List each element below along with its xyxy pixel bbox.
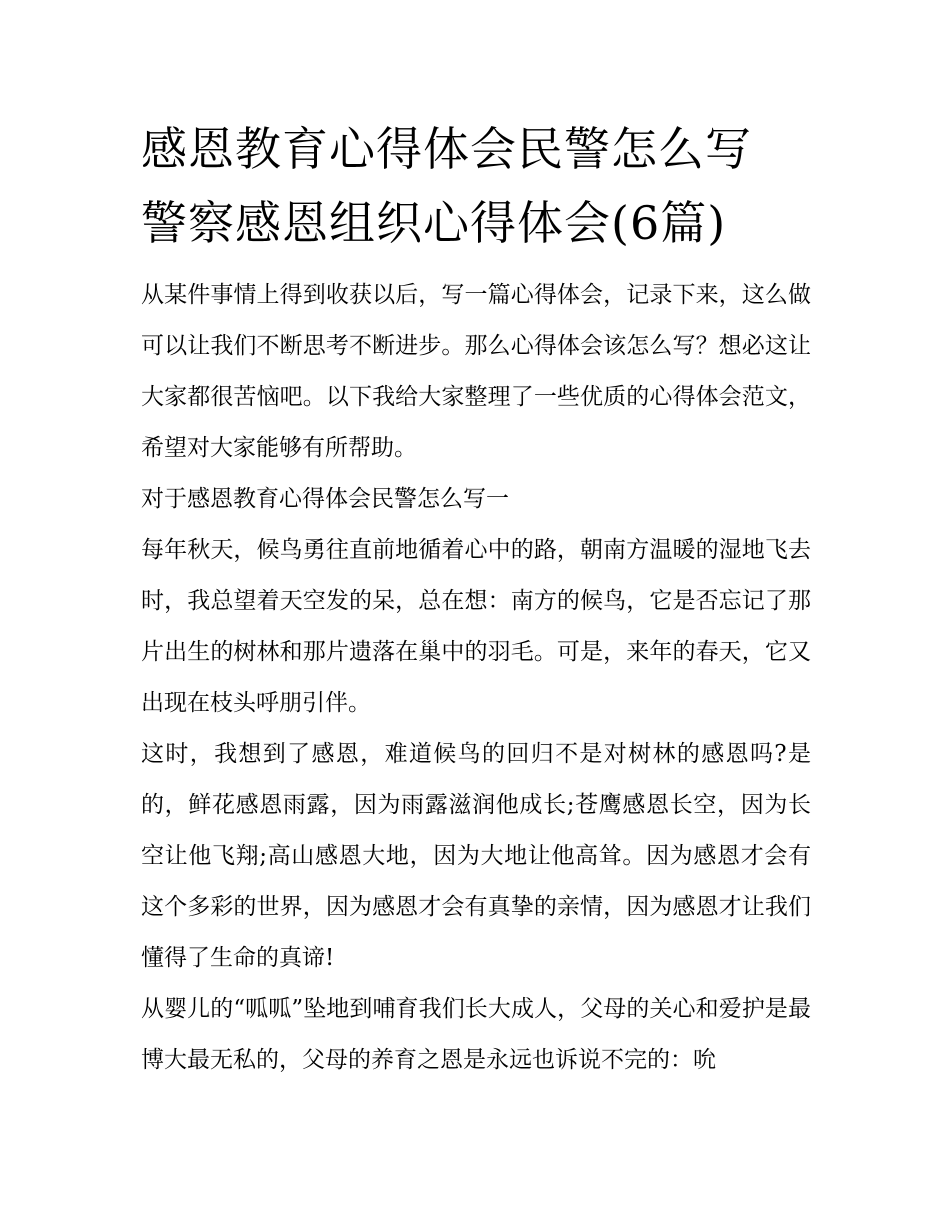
document-title [141,112,811,260]
document-page [141,112,811,1086]
intro-paragraph: 从某件事情上得到收获以后，写一篇心得体会，记录下来，这么做可以让我们不断思考不断进步。那么心得体会该怎么写？想必这让大家都很苦恼吧。以下我给大家整理了一些优质的心得体会范文，希望对大家能够有所帮助。 [141,282,811,461]
section-heading: 对于感恩教育心得体会民警怎么写一 [141,486,509,512]
title-line-1: 感恩教育心得体会民警怎么写 [141,122,752,176]
body-paragraph-3: 从婴儿的“呱呱”坠地到哺育我们长大成人，父母的关心和爱护是最博大最无私的，父母的养育之恩是永远也诉说不完的：吮 [141,996,811,1073]
body-paragraph-1: 每年秋天，候鸟勇往直前地循着心中的路，朝南方温暖的湿地飞去时，我总望着天空发的呆，总在想：南方的候鸟，它是否忘记了那片出生的树林和那片遗落在巢中的羽毛。可是，来年的春天，它又出现在枝头呼朋引伴。 [141,537,811,716]
body-paragraph-2: 这时，我想到了感恩，难道候鸟的回归不是对树林的感恩吗?是的，鲜花感恩雨露，因为雨露滋润他成长;苍鹰感恩长空，因为长空让他飞翔;高山感恩大地，因为大地让他高耸。因为感恩才会有这个多彩的世界，因为感恩才会有真挚的亲情，因为感恩才让我们懂得了生命的真谛! [141,741,811,971]
title-line-2: 警察感恩组织心得体会(6篇) [141,196,727,250]
